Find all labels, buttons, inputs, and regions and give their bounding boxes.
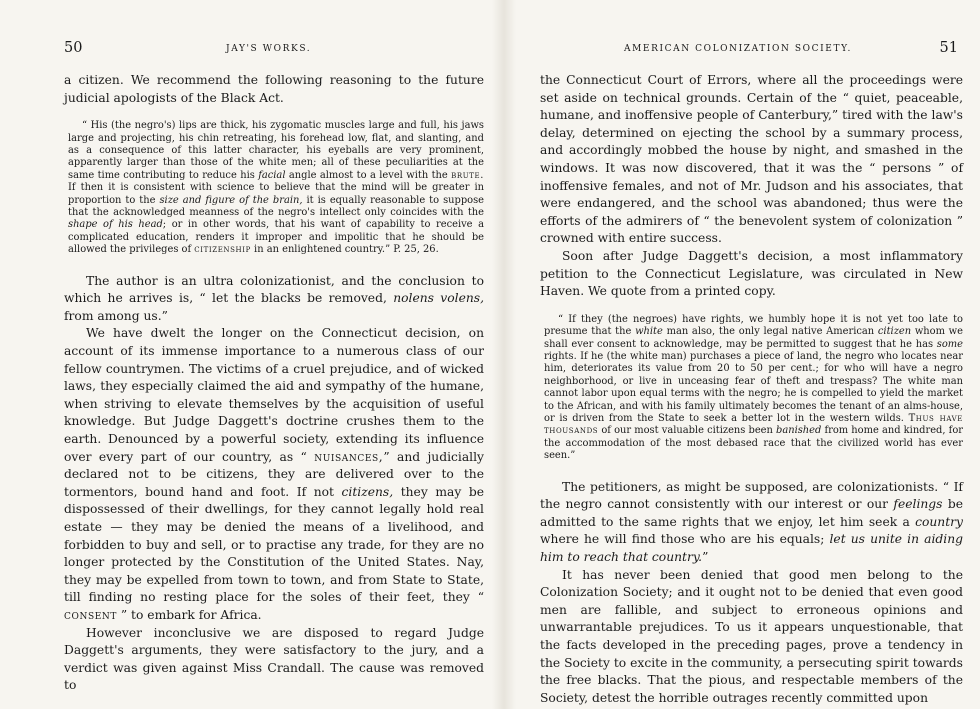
left-page-text	[64, 72, 484, 695]
left-p3-smallcaps: nuisances,	[314, 449, 384, 464]
left-quote-part: “ His (the negro's) lips are thick, his zygomatic muscles large and full, his jaws large and projecting, his chin retreating, his forehead low, flat, and slanting, and as a consequence of this latter character, his eyeballs are very prominent, apparently larger than those of the white men; all of these peculiarities at the same time contributing to reduce his	[68, 120, 484, 181]
right-quote-part: “ If they (the negroes) have rights, we humbly hope it is not yet too late to presume that the	[544, 313, 963, 338]
left-paragraph-4: However inconclusive we are disposed to regard Judge Daggett's arguments, they were satisfactory to the jury, and a verdict was given against Miss Crandall. The cause was removed to	[64, 625, 484, 693]
right-paragraph-4: It has never been denied that good men belong to the Colonization Society; and it ought not to be denied that even good men are fallible, and subject to erroneous opinions and unwarrantable prejudices. To us it appears unquestionable, that the facts developed in the preceding pages, prove a tendency in the Society to excite in the community, a persecuting spirit towards the free blacks. That the pious, and respectable members of the Society, detest the horrible outrages recently committed upon	[540, 567, 963, 705]
left-p3-text: We have dwelt the longer on the Connecticut decision, on account of its immense importance to a numerous class of our fellow countrymen. The victims of a cruel prejudice, and of wicked laws, they especially claimed the aid and sympathy of the humane, when striving to elevate themselves by the acquisition of useful knowledge. But Judge Daggett's doctrine crushes them to the earth. Denounced by a powerful society, extending its influence over every part of our country, as “	[64, 326, 484, 464]
left-quote-part: If then it is consistent with science to believe that the mind will be greater in proportion to the	[68, 182, 484, 206]
right-page	[512, 0, 980, 709]
right-running-head: AMERICAN COLONIZATION SOCIETY.	[624, 44, 852, 54]
left-quote-emphasis: shape of his head	[68, 219, 163, 231]
left-p3-text: ” and judicially declared not to be citizens, they are delivered over to the tormentors, bound hand and foot. If not	[64, 449, 484, 499]
right-quote-emphasis: white	[635, 326, 663, 338]
right-p3-text: The petitioners, as might be supposed, are colonizationists. “ If the negro cannot consistently with our interest or our	[540, 479, 963, 512]
right-quote-emphasis: banished	[776, 425, 822, 437]
left-paragraph-2	[64, 273, 484, 326]
left-p2-emphasis: nolens volens,	[393, 291, 485, 306]
left-block-quote	[68, 120, 484, 256]
right-p3-emphasis: feelings	[893, 497, 943, 512]
left-quote-emphasis: size and figure of the brain,	[159, 194, 303, 206]
right-p3-emphasis: country	[915, 514, 963, 529]
left-quote-emphasis: facial	[258, 169, 286, 181]
right-paragraph-3	[540, 479, 963, 567]
right-page-number: 51	[939, 40, 958, 56]
right-page-header	[540, 40, 958, 64]
right-block-quote	[544, 314, 963, 463]
right-quote-part: from home and kindred, for the accommodation of the most debased race that the civilized world has ever seen.”	[544, 425, 963, 462]
right-p3-text: be admitted to the same rights that we enjoy, let him seek a	[540, 497, 963, 529]
left-quote-smallcaps: citizenship	[194, 244, 251, 256]
right-quote-emphasis: citizen	[877, 326, 912, 338]
right-paragraph-1: the Connecticut Court of Errors, where all the proceedings were set aside on technical grounds. Certain of the “ quiet, peaceable, humane, and inoffensive people of Canterbury,” tired with the law's delay, determined on ejecting the school by a summary process, and accordingly mobbed the house by night, and smashed in the windows. It was now discovered, that it was the “ persons ” of inoffensive females, and not of Mr. Judson and his associates, that were endangered, and the school was abandoned; thus were the efforts of the admirers of “ the benevolent system of colonization ” crowned with entire success.	[540, 73, 963, 246]
right-quote-part: rights. If he (the white man) purchases a piece of land, the negro who locates near him, deteriorates its value from 20 to 50 per cent.; for who will have a negro neighborhood, or live in unceasing fear of theft and trespass? The white man cannot labor upon equal terms with the negro; he is compelled to yield the market to the African, and with his family ultimately becomes the tenant of an alms-house, or is driven from the State to seek a better lot in the western wilds.	[544, 350, 963, 424]
right-paragraph-2: Soon after Judge Daggett's decision, a most inflammatory petition to the Connecticut Legislature, was circulated in New Haven. We quote from a printed copy.	[540, 248, 963, 299]
left-p2-text: from among us.”	[64, 308, 168, 323]
right-quote-part: of our most valuable citizens been	[598, 425, 777, 437]
left-page-number: 50	[64, 40, 83, 56]
right-quote-emphasis: some	[936, 338, 963, 350]
right-p3-emphasis: let us unite in aiding him to reach that country.	[540, 532, 963, 564]
left-page-header	[64, 40, 480, 64]
left-quote-part: it is equally reasonable to suppose that the acknowledged meanness of the negro's intellect only coincides with the	[68, 194, 485, 219]
left-quote-part: angle almost to a level with the	[285, 169, 452, 181]
left-quote-smallcaps: brute.	[451, 169, 484, 181]
left-running-head: JAY'S WORKS.	[226, 44, 312, 54]
left-p3-emphasis: citizens,	[341, 484, 394, 499]
left-p3-smallcaps: consent	[64, 607, 117, 622]
left-p2-text: The author is an ultra colonizationist, and the conclusion to which he arrives is, “ let the blacks be removed,	[64, 273, 484, 306]
left-p3-text: ” to embark for Africa.	[116, 607, 262, 622]
right-quote-smallcaps: Thus have thousands	[544, 412, 963, 437]
left-paragraph-3	[64, 325, 484, 624]
left-quote-part: ; or in other words, that his want of capability to receive a complicated education, renders it improper and impolitic that he should be allowed the privileges of	[68, 219, 484, 256]
right-quote-part: whom we shall ever consent to acknowledge, may be permitted to suggest that he has	[544, 326, 963, 350]
right-p3-text: where he will find those who are his equals;	[540, 532, 830, 547]
left-paragraph-1: a citizen. We recommend the following reasoning to the future judicial apologists of the Black Act.	[64, 73, 484, 105]
right-page-text	[540, 72, 963, 707]
left-quote-part: in an enlightened country.” P. 25, 26.	[250, 244, 439, 256]
right-quote-part: man also, the only legal native American	[662, 326, 878, 338]
left-p3-text: they may be dispossessed of their dwellings, for they cannot legally hold real estate — they may be denied the means of a livelihood, and forbidden to buy and sell, or to practise any trade, for they are no longer protected by the Constitution of the United States. Nay, they may be expelled from town to town, and from State to State, till finding no resting place for the soles of their feet, they “	[64, 484, 484, 605]
right-p3-text: ”	[702, 549, 709, 564]
